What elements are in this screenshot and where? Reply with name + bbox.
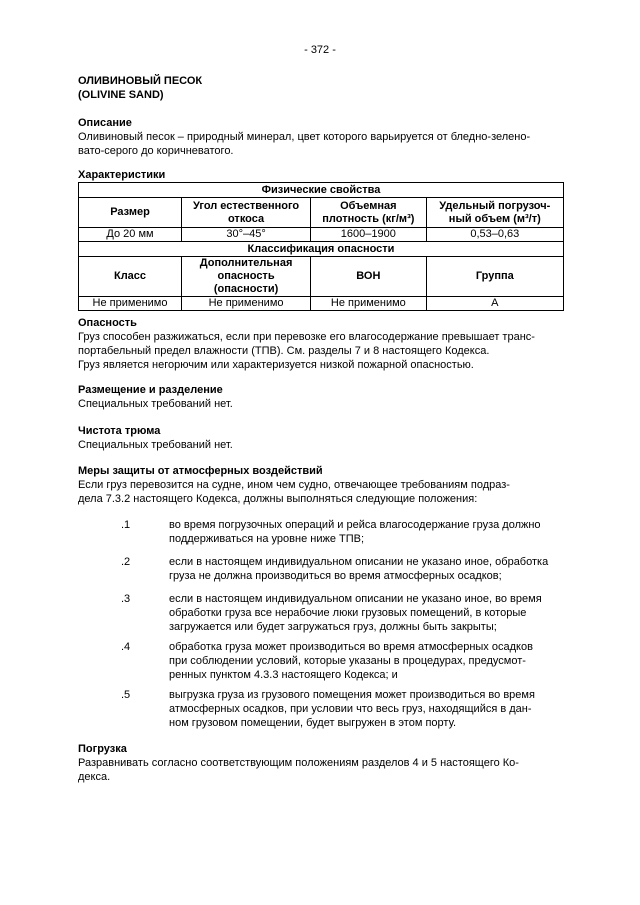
text-line: обработка груза может производиться во время атмосферных осадков [169,641,533,653]
text-line: Груз способен разжижаться, если при перевозке его влагосодержание превышает транс- [78,331,535,343]
hold-cleanliness-text: Специальных требований нет. [78,439,233,451]
text-line: портабельный предел влажности (ТПВ). См. разделы 7 и 8 настоящего Кодекса. [78,345,490,357]
stowage-text: Специальных требований нет. [78,398,233,410]
page-number: - 372 - [304,44,336,56]
description-heading: Описание [78,117,132,129]
list-item-number: .2 [121,556,131,568]
list-item-number: .3 [121,593,131,605]
text-line: если в настоящем индивидуальном описании не указано иное, обработка [169,556,549,568]
column-header: Группа [426,257,563,297]
text-line: дела 7.3.2 настоящего Кодекса, должны выполняться следующие положения: [78,493,478,505]
title-line: (OLIVINE SAND) [78,89,164,101]
text-line: если в настоящем индивидуальном описании не указано иное, во время [169,593,542,605]
column-header: Удельный погрузоч-ный объем (м³/т) [426,198,563,228]
list-item-number: .1 [121,519,131,531]
column-header: Класс [79,257,182,297]
hold-cleanliness-heading: Чистота трюма [78,425,161,437]
description-text [78,130,566,158]
hazard-classification-header: Классификация опасности [79,242,564,257]
text-line: ном грузовом помещении, будет выгружен в этом порту. [169,717,457,729]
text-line: выгрузка груза из грузового помещения может производиться во время [169,689,535,701]
list-item-text [169,688,566,730]
column-header: Угол естественного откоса [182,198,311,228]
text-line: загружается или будет загружаться груз, должны быть закрыты; [169,621,497,633]
text-line: Если груз перевозится на судне, ином чем судно, отвечающее требованиям подраз- [78,479,510,491]
text-line: Оливиновый песок – природный минерал, цвет которого варьируется от бледно-зелено- [78,131,531,143]
physical-properties-table [78,182,564,311]
table-cell: Не применимо [311,297,427,311]
document-title [78,74,202,102]
column-header: Размер [79,198,182,228]
text-line: декса. [78,771,111,783]
text-line: Груз является негорючим или характеризуется низкой пожарной опасностью. [78,359,474,371]
table-cell: 30°–45° [182,228,311,242]
list-item-text [169,640,566,682]
physical-properties-header: Физические свойства [79,183,564,198]
text-line: обработки груза все нерабочие люки грузовых помещений, в которые [169,607,527,619]
list-item-text [169,592,566,634]
weather-heading: Меры защиты от атмосферных воздействий [78,465,323,477]
column-header: Дополнительная опасность (опасности) [182,257,311,297]
loading-text [78,756,566,784]
text-line: вато-серого до коричневатого. [78,145,234,157]
title-line: ОЛИВИНОВЫЙ ПЕСОК [78,75,203,87]
weather-intro [78,478,566,506]
text-line: груза не должна производиться во время атмосферных осадков; [169,570,502,582]
list-item-number: .5 [121,689,131,701]
text-line: Разравнивать согласно соответствующим положениям разделов 4 и 5 настоящего Ко- [78,757,519,769]
hazard-heading: Опасность [78,317,137,329]
text-line: ренных пунктом 4.3.3 настоящего Кодекса; и [169,669,398,681]
text-line: поддерживаться на уровне ниже ТПВ; [169,533,365,545]
table-cell: 1600–1900 [311,228,427,242]
text-line: во время погрузочных операций и рейса влагосодержание груза должно [169,519,541,531]
stowage-heading: Размещение и разделение [78,384,223,396]
text-line: при соблюдении условий, которые указаны в процедурах, предусмот- [169,655,526,667]
column-header: ВОН [311,257,427,297]
table-cell: 0,53–0,63 [426,228,563,242]
list-item-text [169,518,566,546]
list-item-number: .4 [121,641,131,653]
text-line: атмосферных осадков, при условии что весь груз, находящийся в дан- [169,703,532,715]
characteristics-heading: Характеристики [78,169,166,181]
table-cell: До 20 мм [79,228,182,242]
column-header: Объемная плотность (кг/м³) [311,198,427,228]
hazard-text [78,330,566,372]
table-cell: А [426,297,563,311]
table-cell: Не применимо [79,297,182,311]
table-cell: Не применимо [182,297,311,311]
list-item-text [169,555,566,583]
loading-heading: Погрузка [78,743,127,755]
